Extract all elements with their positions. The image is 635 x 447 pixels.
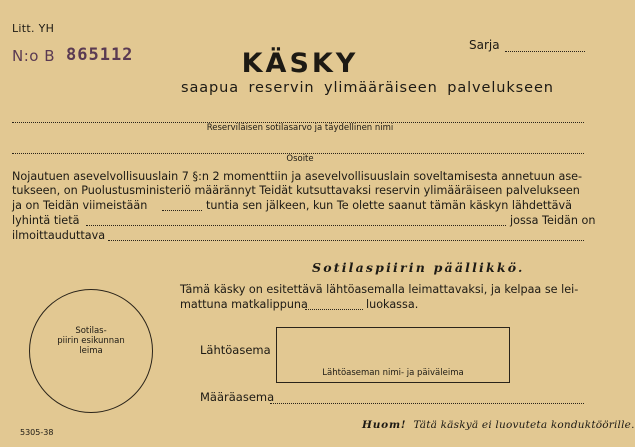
report-location-field[interactable] <box>108 240 584 241</box>
seal-caption <box>30 326 152 356</box>
body-line-2: tukseen, on Puolustusministeriö määrännyt Teidät kutsuttavaksi reservin ylimääräiseen palvelukseen <box>12 184 580 197</box>
district-seal-circle <box>29 289 153 413</box>
note-emphasis: Huom! <box>362 419 407 431</box>
hours-field[interactable] <box>162 210 202 211</box>
footer-note <box>362 419 635 431</box>
signer-title: Sotilaspiirin päällikkö. <box>312 260 525 275</box>
series-label: Sarja <box>469 38 500 52</box>
body-line-3-start: ja on Teidän viimeistään <box>12 199 148 212</box>
serial-number: 865112 <box>66 45 134 65</box>
seal-caption-line-1: Sotilas- <box>75 326 107 336</box>
destination-station-field[interactable] <box>270 403 584 404</box>
form-title: KÄSKY <box>241 48 359 79</box>
name-caption: Reserviläisen sotilasarvo ja täydellinen nimi <box>206 123 394 133</box>
ticket-class-field[interactable] <box>305 309 363 310</box>
destination-route-field[interactable] <box>86 225 506 226</box>
litt-label: Litt. YH <box>12 22 55 35</box>
departure-stamp-box[interactable] <box>276 327 510 383</box>
note-text: Tätä käskyä ei luovuteta konduktöörille. <box>413 419 635 431</box>
validity-line-2-end: luokassa. <box>366 298 419 311</box>
validity-line-1: Tämä käsky on esitettävä lähtöasemalla leimattavaksi, ja kelpaa se lei- <box>180 283 579 296</box>
form-code: 5305-38 <box>20 428 54 437</box>
body-line-1: Nojautuen asevelvollisuuslain 7 §:n 2 momenttiin ja asevelvollisuuslain soveltamisesta annetuun ase- <box>12 170 583 183</box>
body-line-4-end: jossa Teidän on <box>510 214 596 227</box>
departure-stamp-caption: Lähtöaseman nimi- ja päiväleima <box>322 368 464 378</box>
seal-caption-line-3: leima <box>79 346 103 356</box>
body-line-3-end: tuntia sen jälkeen, kun Te olette saanut tämän käskyn lähdettävä <box>206 199 573 212</box>
departure-station-label: Lähtöasema <box>200 343 271 357</box>
number-prefix: N:o B <box>12 47 56 65</box>
validity-line-2-start: mattuna matkalippuna <box>180 298 308 311</box>
body-line-4-start: lyhintä tietä <box>12 214 80 227</box>
seal-caption-line-2: piirin esikunnan <box>57 336 125 346</box>
form-subtitle: saapua reservin ylimääräiseen palvelukseen <box>181 80 554 96</box>
address-caption: Osoite <box>286 154 314 164</box>
body-line-5: ilmoittauduttava <box>12 229 106 242</box>
destination-station-label: Määräasema <box>200 390 275 404</box>
